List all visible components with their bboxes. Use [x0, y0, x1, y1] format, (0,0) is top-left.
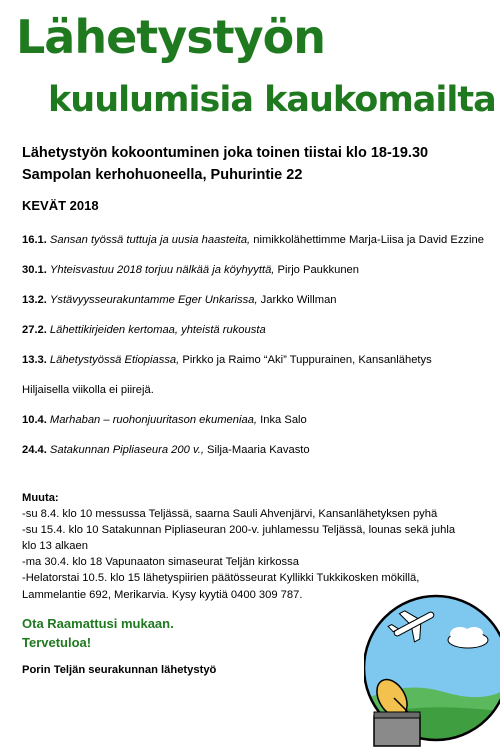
closing-line-1: Ota Raamattusi mukaan.	[22, 616, 174, 631]
other-events-title: Muuta:	[22, 492, 59, 504]
other-event-line: -su 15.4. klo 10 Satakunnan Pipliaseuran 200-v. juhlamessu Teljässä, lounas sekä juhla	[22, 524, 456, 537]
event-note-text: Hiljaisella viikolla ei piirejä.	[22, 384, 154, 396]
event-topic: Sansan työssä tuttuja ja uusia haasteita,	[49, 234, 251, 246]
event-note	[22, 382, 497, 398]
event-item	[22, 292, 497, 308]
event-item	[22, 442, 497, 458]
event-date: 30.1.	[22, 264, 47, 276]
event-item	[22, 412, 497, 428]
event-date: 13.2.	[22, 294, 47, 306]
title-line-2: kuulumisia kaukomailta	[48, 80, 496, 120]
event-date: 16.1.	[22, 234, 47, 246]
event-date: 10.4.	[22, 414, 47, 426]
intro-line-1: Lähetystyön kokoontuminen joka toinen tiistai klo 18-19.30	[22, 145, 429, 161]
event-list	[22, 232, 497, 472]
event-topic: Yhteisvastuu 2018 torjuu nälkää ja köyhyyttä,	[49, 264, 275, 276]
other-event-line: klo 13 alkaen	[22, 540, 88, 553]
event-speaker: Jarkko Willman	[257, 294, 337, 306]
event-item	[22, 262, 497, 278]
other-events	[22, 490, 500, 603]
event-topic: Satakunnan Pipliaseura 200 v.,	[49, 444, 204, 456]
event-topic: Marhaban – ruohonjuuritason ekumeniaa,	[49, 414, 257, 426]
other-event-line: -Helatorstai 10.5. klo 15 lähetyspiirien päätösseurat Kyllikki Tukkikosken mökillä,	[22, 572, 420, 585]
event-speaker: Inka Salo	[257, 414, 307, 426]
event-item	[22, 322, 497, 338]
event-speaker: nimikkolähettimme Marja-Liisa ja David Ezzine	[250, 234, 484, 246]
event-topic: Lähettikirjeiden kertomaa, yhteistä rukousta	[49, 324, 266, 336]
intro	[22, 142, 428, 186]
other-event-line: -su 8.4. klo 10 messussa Teljässä, saarna Sauli Ahvenjärvi, Kansanlähetyksen pyhä	[22, 508, 438, 521]
other-event-line: Lammelantie 692, Merikarvia. Kysy kyytiä 0400 309 787.	[22, 588, 303, 601]
event-speaker: Pirkko ja Raimo “Aki” Tuppurainen, Kansanlähetys	[179, 354, 432, 366]
event-date: 24.4.	[22, 444, 47, 456]
intro-line-2: Sampolan kerhohuoneella, Puhurintie 22	[22, 167, 303, 183]
season-heading: KEVÄT 2018	[22, 198, 99, 213]
closing	[22, 614, 174, 652]
organizer-footer: Porin Teljän seurakunnan lähetystyö	[22, 664, 217, 676]
event-date: 13.3.	[22, 354, 47, 366]
event-date: 27.2.	[22, 324, 47, 336]
other-event-line: -ma 30.4. klo 18 Vapunaaton simaseurat Teljän kirkossa	[22, 556, 299, 569]
closing-line-2: Tervetuloa!	[22, 635, 92, 650]
title-line-1: Lähetystyön	[16, 10, 325, 64]
event-topic: Ystävyysseurakuntamme Eger Unkarissa,	[49, 294, 258, 306]
event-item	[22, 352, 497, 368]
event-speaker: Silja-Maaria Kavasto	[203, 444, 310, 456]
event-item	[22, 232, 497, 248]
event-topic: Lähetystyössä Etiopiassa,	[49, 354, 180, 366]
missionary-illustration	[364, 588, 500, 750]
event-speaker: Pirjo Paukkunen	[274, 264, 359, 276]
